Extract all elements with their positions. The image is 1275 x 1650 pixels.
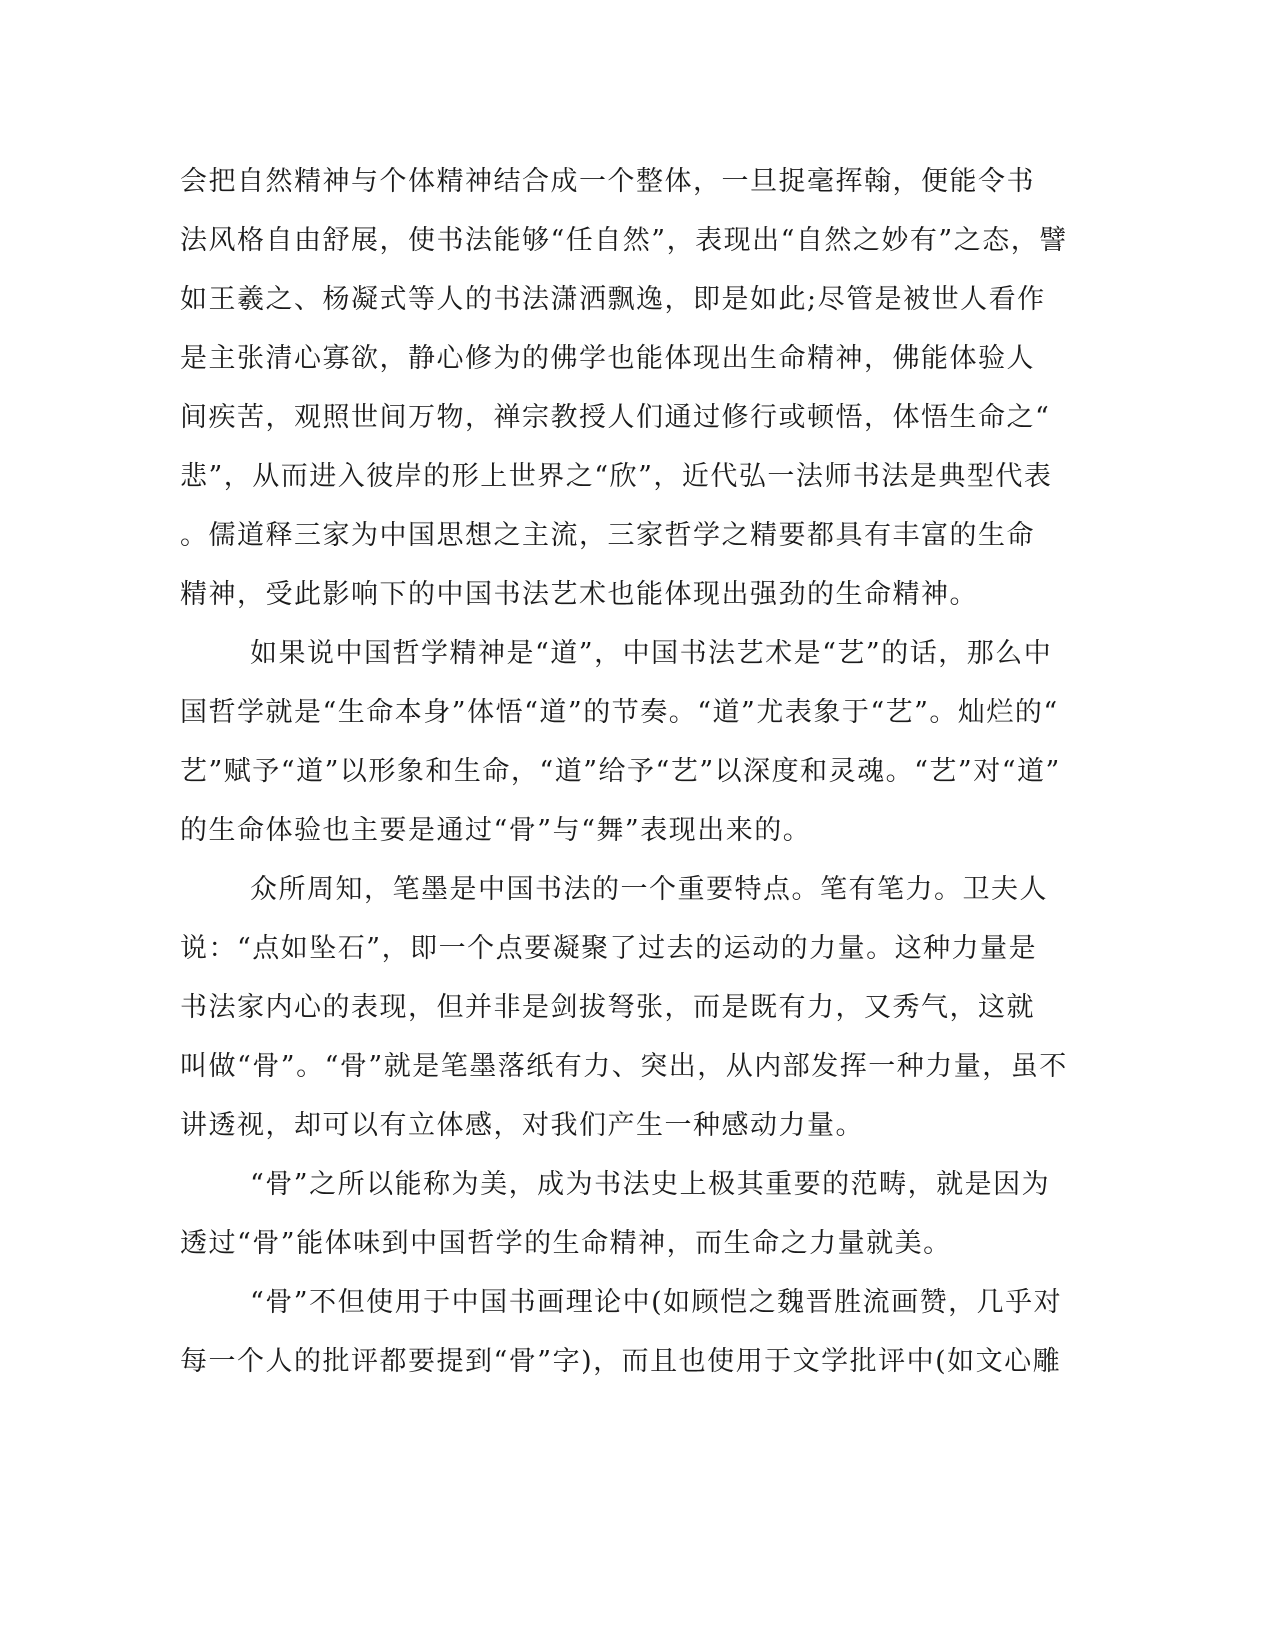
text-line: 法风格自由舒展，使书法能够“任自然”，表现出“自然之妙有”之态，譬 [180,225,1068,256]
paragraph-5 [180,1273,1063,1391]
paragraph-2 [180,624,1061,860]
text-line: 国哲学就是“生命本身”体悟“道”的节奏。“道”尤表象于“艺”。灿烂的“ [180,697,1059,728]
text-line: 如果说中国哲学精神是“道”，中国书法艺术是“艺”的话，那么中 [250,638,1053,669]
text-line: 叫做“骨”。“骨”就是笔墨落纸有力、突出，从内部发挥一种力量，虽不 [180,1051,1068,1082]
text-line: “骨”不但使用于中国书画理论中(如顾恺之魏晋胜流画赞，几乎对 [250,1287,1063,1318]
text-line: 。儒道释三家为中国思想之主流，三家哲学之精要都具有丰富的生命 [180,520,1035,551]
text-line: 间疾苦，观照世间万物，禅宗教授人们通过修行或顿悟，体悟生命之“ [180,402,1051,433]
text-line: 的生命体验也主要是通过“骨”与“舞”表现出来的。 [180,815,812,846]
text-line: 艺”赋予“道”以形象和生命，“道”给予“艺”以深度和灵魂。“艺”对“道” [180,756,1061,787]
text-line: 书法家内心的表现，但并非是剑拔弩张，而是既有力，又秀气，这就 [180,992,1035,1023]
text-line: 讲透视，却可以有立体感，对我们产生一种感动力量。 [180,1110,864,1141]
text-line: 是主张清心寡欲，静心修为的佛学也能体现出生命精神，佛能体验人 [180,343,1035,374]
text-line: 每一个人的批评都要提到“骨”字)，而且也使用于文学批评中(如文心雕 [180,1346,1062,1377]
text-line: 透过“骨”能体味到中国哲学的生命精神，而生命之力量就美。 [180,1228,952,1259]
text-line: “骨”之所以能称为美，成为书法史上极其重要的范畴，就是因为 [250,1169,1051,1200]
paragraph-3 [180,860,1068,1155]
text-line: 如王羲之、杨凝式等人的书法潇洒飘逸，即是如此;尽管是被世人看作 [180,284,1046,315]
text-line: 众所周知，笔墨是中国书法的一个重要特点。笔有笔力。卫夫人 [250,874,1048,905]
document-body [180,152,1068,1391]
text-line: 说：“点如坠石”，即一个点要凝聚了过去的运动的力量。这种力量是 [180,933,1038,964]
text-line: 会把自然精神与个体精神结合成一个整体，一旦捉毫挥翰，便能令书 [180,166,1035,197]
paragraph-1 [180,152,1068,624]
text-line: 精神，受此影响下的中国书法艺术也能体现出强劲的生命精神。 [180,579,978,610]
paragraph-4 [180,1155,1051,1273]
text-line: 悲”，从而进入彼岸的形上世界之“欣”，近代弘一法师书法是典型代表 [180,461,1053,492]
